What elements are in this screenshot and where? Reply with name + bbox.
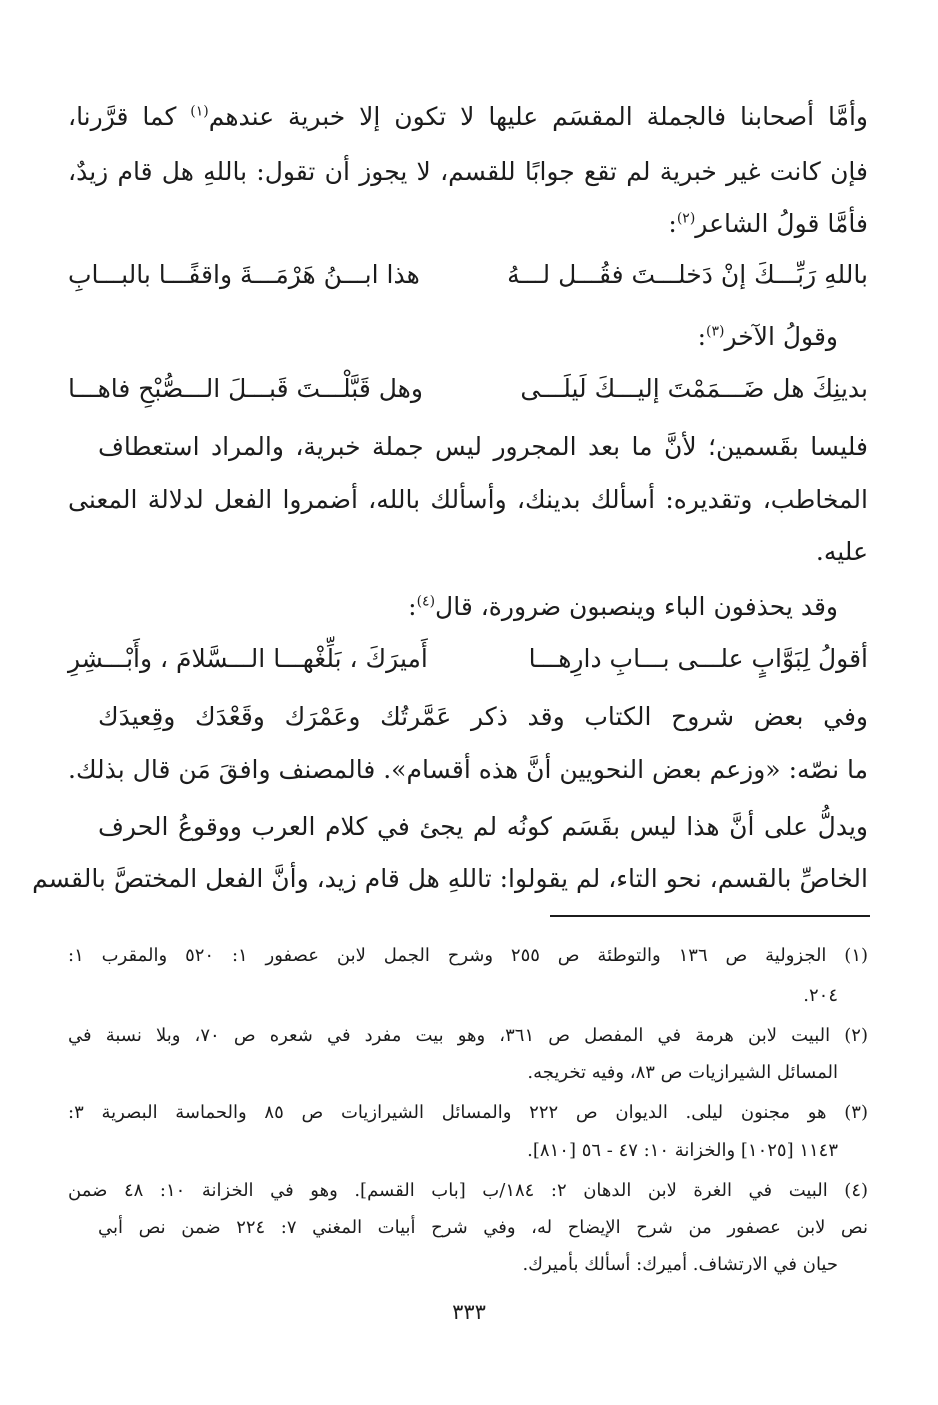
footnote-marker-3: (٣) <box>706 323 725 340</box>
footnote-4-line-3: حيان في الارتشاف. أميرك: أسألك بأميرك. <box>522 1254 838 1275</box>
footnote-4-line-2: نص لابن عصفور من شرح الإيضاح له، وفي شرح أبيات المغني ٧: ٢٢٤ ضمن نص أبي <box>98 1217 868 1238</box>
body-line-1 <box>68 100 868 140</box>
body-line-6: المخاطب، وتقديره: أسألك بدينك، وأسألك بالله، أضمروا الفعل لدلالة المعنى <box>68 485 868 514</box>
footnote-3-line-1: (٣) هو مجنون ليلى. الديوان ص ٢٢٢ والمسائل الشيرازيات ص ٨٥ والحماسة البصرية ٣: <box>68 1102 868 1123</box>
footnote-1-line-1: (١) الجزولية ص ١٣٦ والتوطئة ص ٢٥٥ وشرح الجمل لابن عصفور ١: ٥٢٠ والمقرب ١: <box>68 945 869 966</box>
body-line-4: وقولُ الآخر$^{(٣)}$: <box>697 322 838 351</box>
footnote-2-line-1: (٢) البيت لابن هرمة في المفصل ص ٣٦١، وهو بيت مفرد في شعره ص ٧٠، وبلا نسبة في <box>68 1025 868 1046</box>
verse-3 <box>68 642 868 682</box>
verse-2-first-hemistich: بدينِكَ هل ضَـــمَمْتَ إليـــكَ لَيلَـــى <box>520 374 868 403</box>
body-line-4-text: وقولُ الآخر <box>724 322 838 351</box>
body-line-11: ويدلُّ على أنَّ هذا ليس بقَسَم كونُه لم يجئ في كلام العرب ووقوعُ الحرف <box>98 812 868 841</box>
body-line-8-text: وقد يحذفون الباء وينصبون ضرورة، قال <box>435 592 838 621</box>
footnote-3-line-2: ١١٤٣ [١٠٢٥] والخزانة ١٠: ٤٧ - ٥٦ [٨١٠]. <box>527 1140 838 1161</box>
verse-3-second-hemistich: أَميرَكَ ، بَلِّغْهـــا الـــسَّلامَ ، وأَبْـــشِرِ <box>68 644 428 673</box>
body-line-10: ما نصّه: «وزعم بعض النحويين أنَّ هذه أقسام». فالمصنف وافقَ مَن قال بذلك. <box>68 755 868 784</box>
body-line-1-tail: كما قرَّرنا، <box>68 102 177 131</box>
footnote-marker-4: (٤) <box>416 593 436 610</box>
body-line-8: وقد يحذفون الباء وينصبون ضرورة، قال$^{(٤)}$: <box>408 592 838 621</box>
body-line-3-text: فأمَّا قولُ الشاعر <box>695 209 868 238</box>
body-line-2: فإن كانت غير خبرية لم تقع جوابًا للقسم، لا يجوز أن تقول: باللهِ هل قام زيدٌ، <box>68 157 868 186</box>
footnote-marker-2: (٢) <box>676 210 696 227</box>
verse-1-second-hemistich: هذا ابـــنُ هَرْمَـــةَ واقفًـــا بالبـــابِ <box>68 260 420 289</box>
body-line-1-text: وأمَّا أصحابنا فالجملة المقسَم عليها لا تكون إلا خبرية عندهم <box>208 102 868 131</box>
footnote-marker-1: (١) <box>190 103 209 120</box>
body-line-9: وفي بعض شروح الكتاب وقد ذكر عَمَّرتُك وعَمْرَك وقَعْدَك وقِعيدَك <box>98 702 868 731</box>
body-line-12: الخاصِّ بالقسم، نحو التاء، لم يقولوا: تاللهِ هل قام زيد، وأنَّ الفعل المختصَّ بالقسم <box>32 864 868 893</box>
footnote-2-line-2: المسائل الشيرازيات ص ٨٣، وفيه تخريجه. <box>527 1062 838 1083</box>
verse-3-first-hemistich: أقولُ لِبَوَّابٍ علـــى بـــابِ دارِهـــا <box>528 644 868 673</box>
body-line-5: فليسا بقَسمين؛ لأنَّ ما بعد المجرور ليس جملة خبرية، والمراد استعطاف <box>98 432 868 461</box>
verse-1 <box>68 258 868 298</box>
body-line-7: عليه. <box>815 537 868 566</box>
footnote-4-line-1: (٤) البيت في الغرة لابن الدهان ٢: ١٨٤/ب [باب القسم]. وهو في الخزانة ١٠: ٤٨ ضمن <box>68 1180 869 1201</box>
page-number: ٣٣٣ <box>452 1300 486 1324</box>
body-line-3: فأمَّا قولُ الشاعر$^{(٢)}$: <box>668 209 868 238</box>
verse-2-second-hemistich: وهل قَبَّلْـــتَ قَبـــلَ الـــصُّبْحِ فاهـــا <box>68 374 423 403</box>
verse-1-first-hemistich: باللهِ رَبِّـــكَ إنْ دَخلـــتَ فقُـــل لـــهُ <box>507 260 868 289</box>
footnote-1-line-2: ٢٠٤. <box>803 985 838 1006</box>
footnote-separator <box>550 915 870 917</box>
verse-2 <box>68 372 868 412</box>
